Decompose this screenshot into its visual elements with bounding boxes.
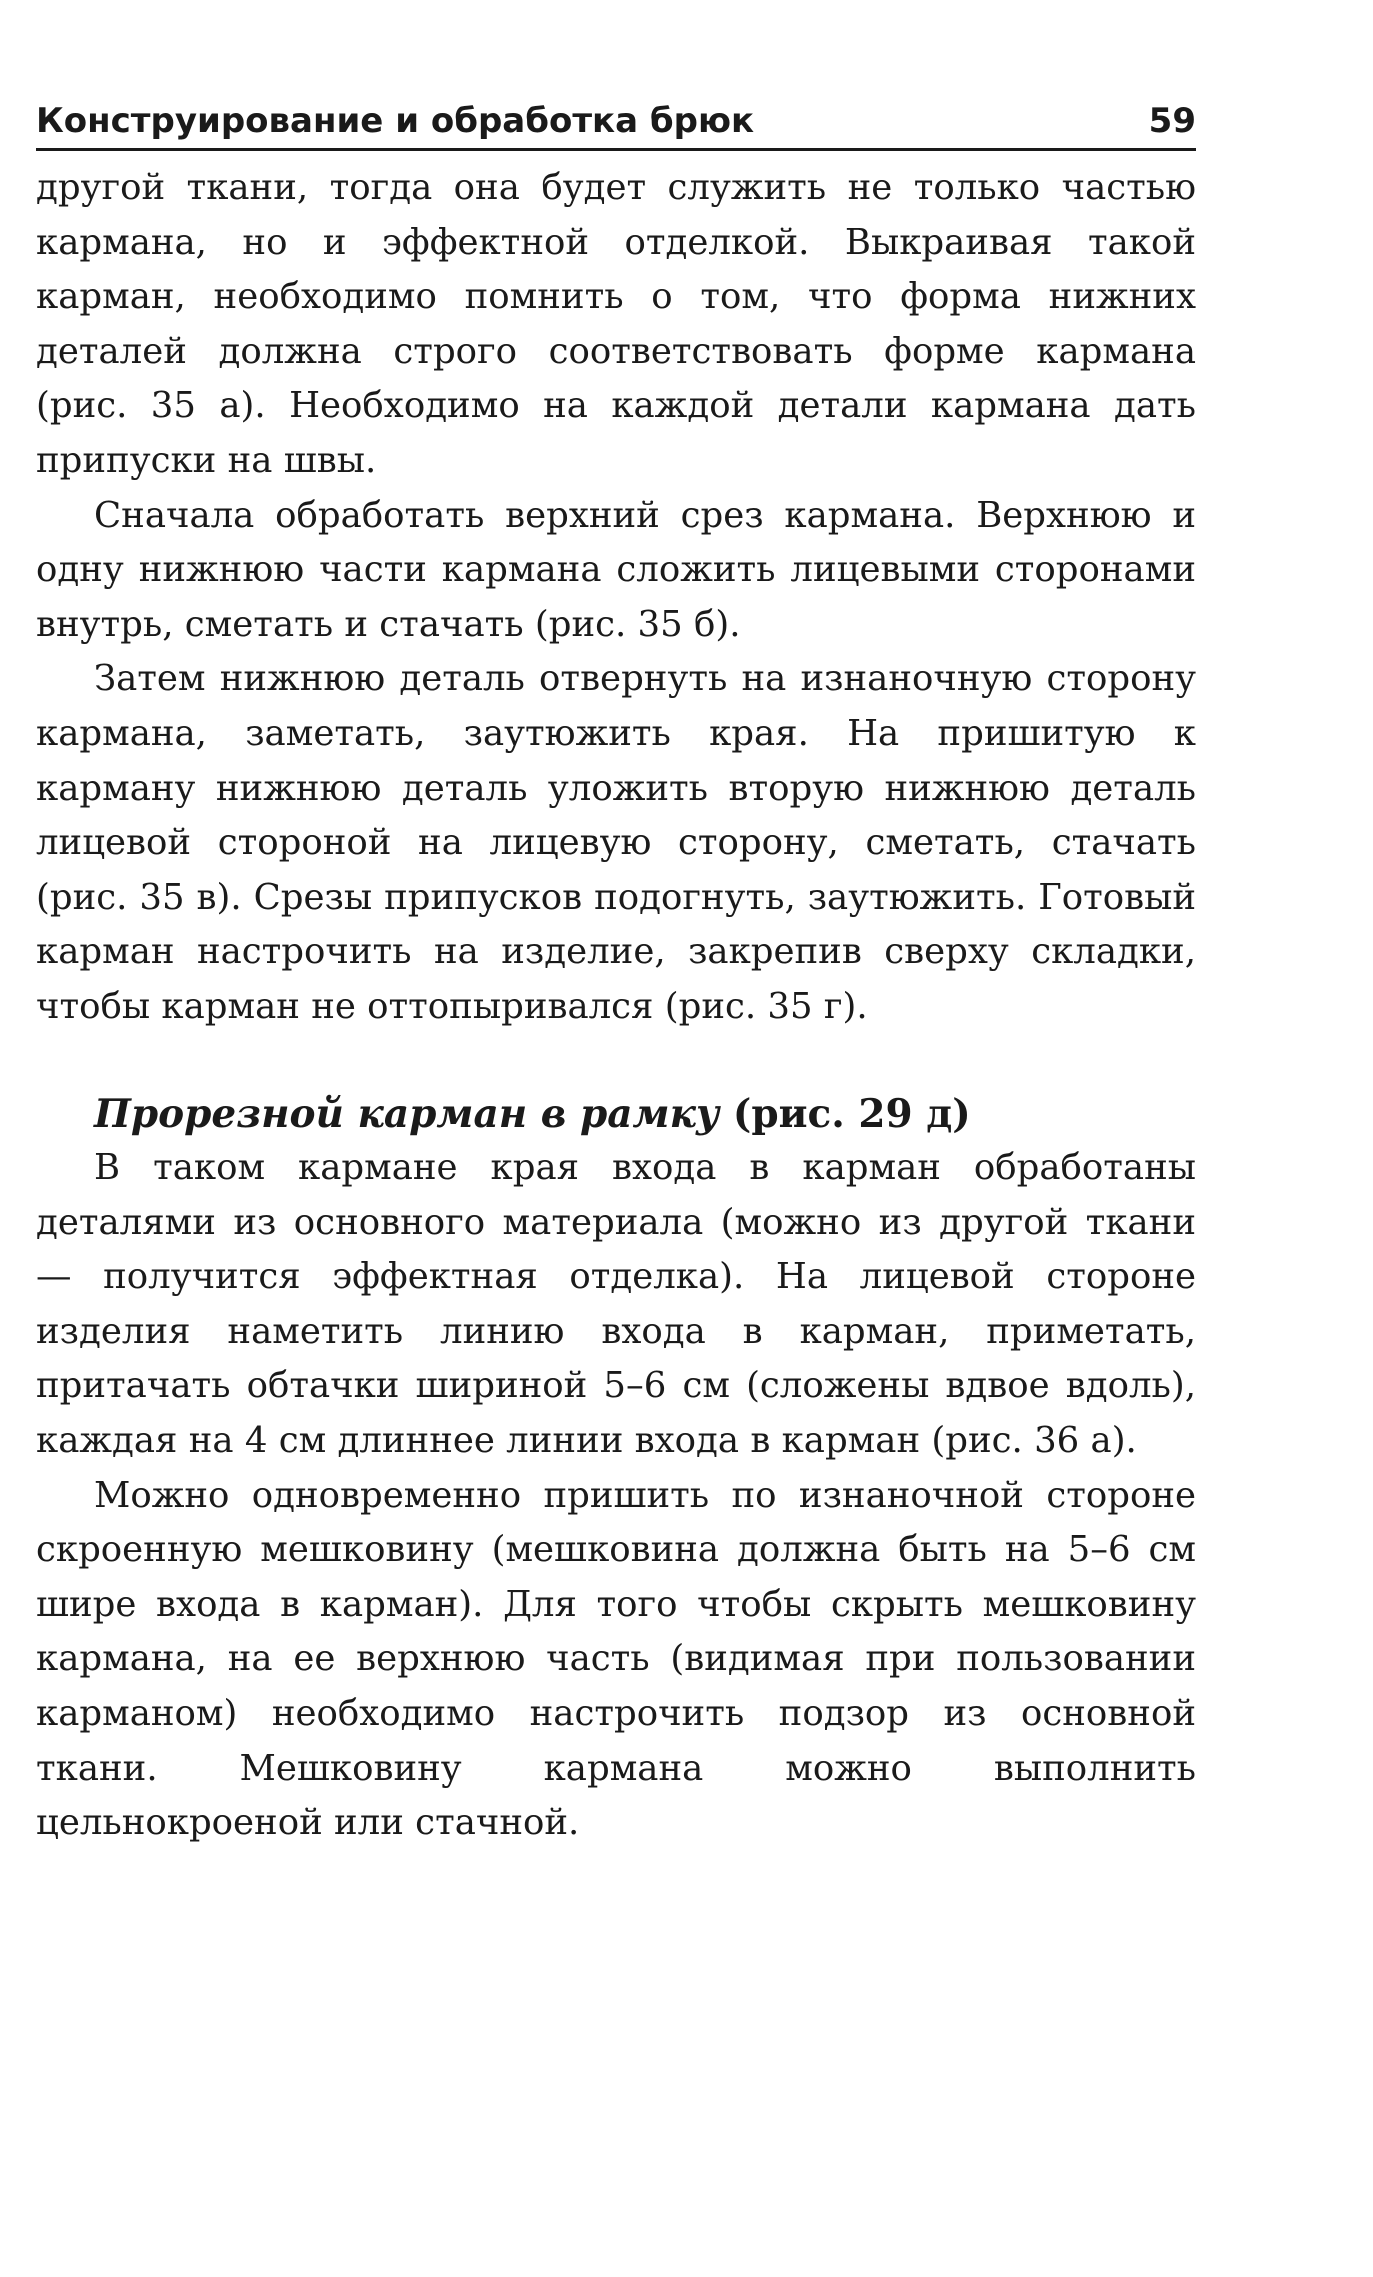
section-heading-title: Прорезной карман в рамку — [94, 1090, 720, 1137]
main-text — [36, 161, 1196, 1851]
paragraph: Можно одновременно пришить по изнаночной стороне скроенную мешковину (мешковина должна быть на 5–6 см шире входа в карман). Для того чтобы скрыть мешковину кармана, на ее верхнюю часть (видимая при пользовании карманом) необходимо настрочить подзор из основной ткани. Мешковину кармана можно выполнить цельнокроеной или стачной. — [36, 1474, 1196, 1844]
section-heading-figure-ref: (рис. 29 д) — [732, 1090, 971, 1137]
book-page — [36, 100, 1196, 1851]
paragraph-continued: другой ткани, тогда она будет служить не только частью кармана, но и эффектной отделкой. Выкраивая такой карман, необходимо помнить о том, что форма нижних деталей должна строго соответствовать форме кармана (рис. 35 а). Необходимо на каждой детали кармана дать припуски на швы. — [36, 167, 1196, 481]
chapter-title: Конструирование и обработка брюк — [36, 101, 755, 141]
paragraph: Сначала обработать верхний срез кармана. Верхнюю и одну нижнюю части кармана сложить лицевыми сторонами внутрь, сметать и стачать (рис. 35 б). — [36, 494, 1196, 645]
paragraph: Затем нижнюю деталь отвернуть на изнаночную сторону кармана, заметать, заутюжить края. На пришитую к карману нижнюю деталь уложить вторую нижнюю деталь лицевой стороной на лицевую сторону, сметать, стачать (рис. 35 в). Срезы припусков подогнуть, заутюжить. Готовый карман настрочить на изделие, закрепив сверху складки, чтобы карман не оттопыривался (рис. 35 г). — [36, 658, 1196, 1027]
running-header — [36, 100, 1196, 151]
section-heading — [36, 1087, 1196, 1142]
page-number: 59 — [1148, 101, 1196, 141]
paragraph: В таком кармане края входа в карман обработаны деталями из основного материала (можно из другой ткани — получится эффектная отделка). На лицевой стороне изделия наметить линию входа в карман, приметать, притачать обтачки шириной 5–6 см (сложены вдвое вдоль), каждая на 4 см длиннее линии входа в карман (рис. 36 а). — [36, 1147, 1196, 1462]
